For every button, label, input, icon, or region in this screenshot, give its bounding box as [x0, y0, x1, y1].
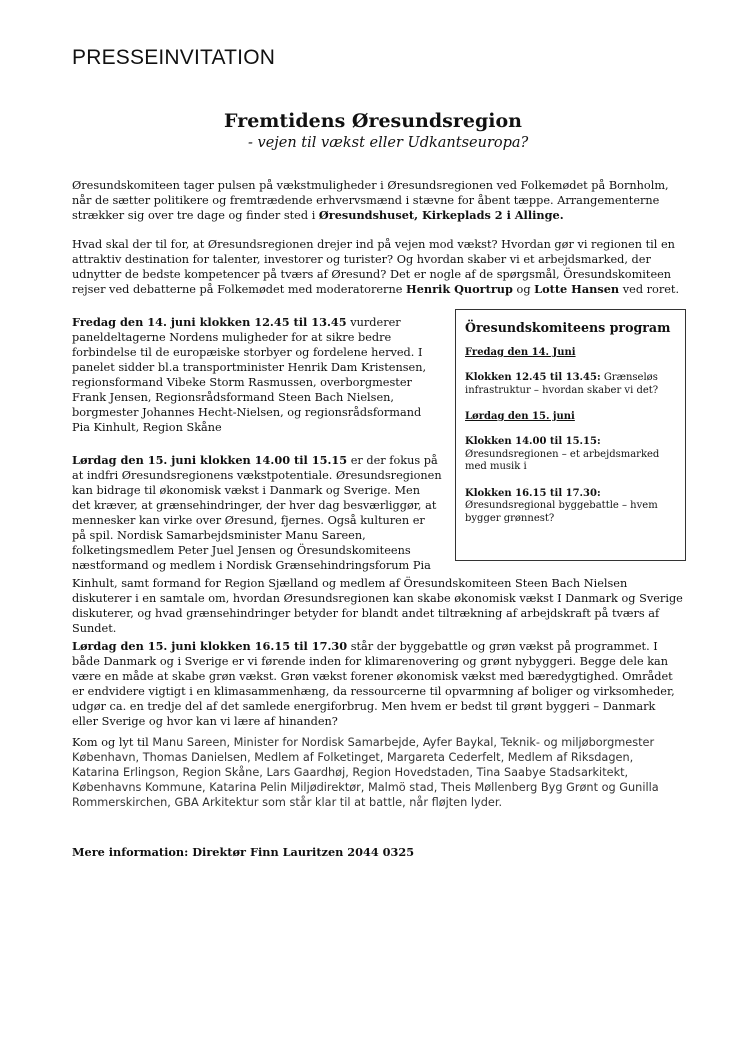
saturday-2-text: står der byggebattle og grøn vækst på programmet. I både Danmark og i Sverige er vi førende inden for klimarenovering og grønt nybyggeri. Begge dele kan være en måde at skabe grøn vækst. Grøn vækst forener økonomisk vækst med bæredygtighed. Området er endvidere vigtigt i en klimasammenhæng, da ressourcerne til opvarmning af boliger og virksomheder, udgør ca. en tredje del af det samlede energiforbrug. Men hvem er bedst til grønt byggeri – Danmark eller Sverige og hvor kan vi lære af hinanden? [72, 640, 675, 728]
program-box [455, 309, 686, 561]
saturday-2-when: Lørdag den 15. juni klokken 16.15 til 17.30 [72, 639, 348, 653]
program-item-3 [465, 488, 676, 526]
saturday-2-paragraph [72, 639, 684, 729]
question-paragraph: Hvad skal der til for, at Øresundsregionen drejer ind på vejen mod vækst? Hvordan gør vi regionen til en attraktiv destination for talenter, investorer og turister? Og hvordan skaber vi et arbejdsmarked, der udnytter de bedste kompetencer på tværs af Øresund? Det er nogle af de spørgsmål, Öresundskomiteen rejser ved debatterne på Folkemødet med moderatorerne Henrik Quortrup og Lotte Hansen ved roret. [72, 238, 680, 296]
document-label: PRESSEINVITATION [72, 46, 276, 69]
saturday-1-text: er der fokus på at indfri Øresundsregionens vækstpotentiale. Øresundsregionen kan bidrage til økonomisk vækst i Danmark og Sverige. Men det kræver, at grænsehindringer, der hver dag besværliggør, at mennesker kan virke over Øresund, fjernes. Også kulturen er på spil. Nordisk Samarbejdsminister Manu Sareen, folketingsmedlem Peter Juel Jensen og Öresundskomiteens næstformand og medlem i Nordisk Grænsehindringsforum Pia [72, 454, 442, 572]
intro-paragraph [72, 178, 678, 223]
moderator-2: Lotte Hansen [534, 282, 620, 296]
program-item-2 [465, 436, 676, 474]
friday-text: vurderer paneldeltagerne Nordens muligheder for at sikre bedre forbindelse til de europæiske storbyer og fordelene herved. I panelet sidder bl.a transportminister Henrik Dam Kristensen, regionsformand Vibeke Storm Rasmussen, overborgmester Frank Jensen, Regionsrådsformand Steen Bach Nielsen, borgmester Johannes Hecht-Nielsen, og regionsrådsformand Pia Kinhult, Region Skåne [72, 316, 427, 434]
question-text: Hvad skal der til for, at Øresundsregionen drejer ind på vejen mod vækst? Hvordan gør vi regionen til en attraktiv destination for talenter, investorer og turister? Og hvordan skaber vi et arbejdsmarked, der udnytter de bedste kompetencer på tværs af Øresund? Det er nogle af de spørgsmål, Öresundskomiteen rejser ved debatterne på Folkemødet med moderatorerne [72, 238, 675, 296]
intro-venue: Øresundshuset, Kirkeplads 2 i Allinge. [318, 208, 564, 222]
program-item-2-text: Øresundsregionen – et arbejdsmarked med musik i [465, 448, 660, 472]
saturday-1-paragraph [72, 453, 442, 573]
speakers-paragraph [72, 735, 678, 810]
program-item-3-text: Øresundsregional byggebattle – hvem bygger grønnest? [465, 500, 658, 524]
program-item-2-time: Klokken 14.00 til 15.15: [465, 436, 601, 447]
document-subtitle: - vejen til vækst eller Udkantseuropa? [248, 135, 529, 151]
program-item-3-time: Klokken 16.15 til 17.30: [465, 487, 601, 499]
contact-line: Mere information: Direktør Finn Lauritzen 2044 0325 [72, 845, 415, 859]
program-item-1 [465, 372, 676, 397]
speakers-lead: Kom og lyt til [72, 736, 149, 749]
friday-when: Fredag den 14. juni klokken 12.45 til 13.45 [72, 315, 347, 329]
program-title: Öresundskomiteens program [465, 320, 671, 335]
program-day-2: Lørdag den 15. juni [465, 411, 575, 422]
program-item-1-text: Grænseløs infrastruktur – hvordan skaber vi det? [465, 372, 659, 396]
saturday-1-when: Lørdag den 15. juni klokken 14.00 til 15.15 [72, 453, 348, 467]
friday-paragraph [72, 315, 442, 435]
speakers-text: Manu Sareen, Minister for Nordisk Samarbejde, Ayfer Baykal, Teknik- og miljøborgmester København, Thomas Danielsen, Medlem af Folketinget, Margareta Cederfelt, Medlem af Riksdagen, Katarina Erlingson, Region Skåne, Lars Gaardhøj, Region Hovedstaden, Tina Saabye Stadsarkitekt, Københavns Kommune, Katarina Pelin Miljødirektør, Malmö stad, Theis Møllenberg Byg Grønt og Gunilla Rommerskirchen, GBA Arkitektur som står klar til at battle, når fløjten lyder. [72, 736, 659, 809]
saturday-1-continuation: Kinhult, samt formand for Region Sjælland og medlem af Öresundskomiteen Steen Bach Nielsen diskuterer i en samtale om, hvordan Øresundsregionen kan skabe økonomisk vækst I Danmark og Sverige diskuterer, og hvad grænsehindringer betyder for blandt andet tiltrækning af arbejdskraft på tværs af Sundet. [72, 577, 683, 635]
program-day-1: Fredag den 14. Juni [465, 347, 576, 358]
program-item-1-time: Klokken 12.45 til 13.45: [465, 372, 601, 383]
document-title: Fremtidens Øresundsregion [224, 110, 522, 132]
intro-text: Øresundskomiteen tager pulsen på vækstmuligheder i Øresundsregionen ved Folkemødet på Bornholm, når de sætter politikere og fremtrædende erhvervsmænd i stævne for åbent tæppe. Arrangementerne strækker sig over tre dage og finder sted i [72, 179, 669, 222]
moderator-1: Henrik Quortrup [406, 282, 513, 296]
